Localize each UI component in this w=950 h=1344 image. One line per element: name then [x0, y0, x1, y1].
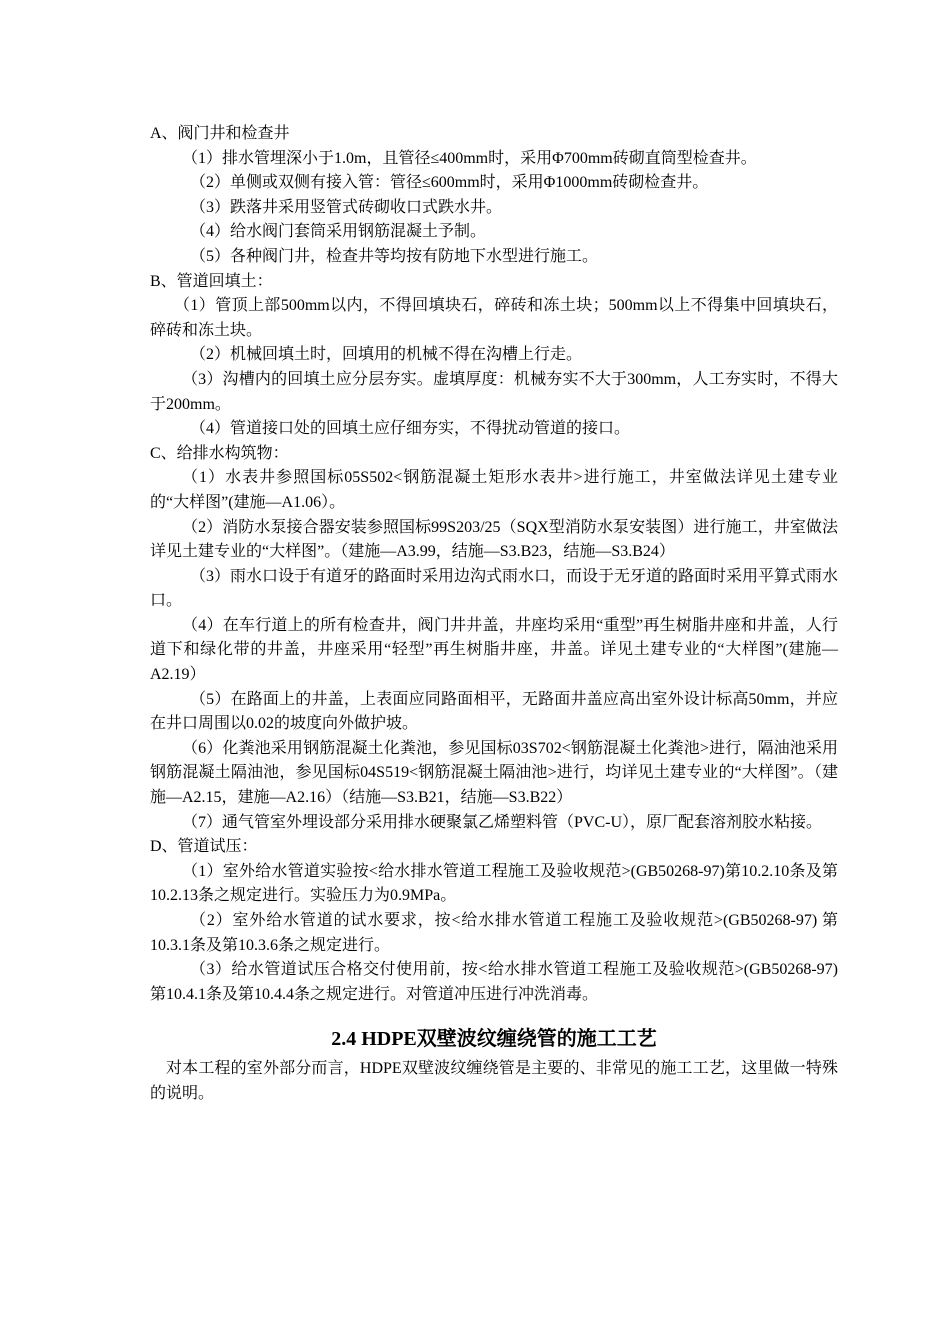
- section-a-item-1: （1）排水管埋深小于1.0m，且管径≤400mm时，采用Φ700mm砖砌直筒型检查井。: [182, 149, 757, 167]
- section-a-item-3: （3）跌落井采用竖管式砖砌收口式跌水井。: [190, 198, 503, 216]
- section-d-item-3: （3）给水管道试压合格交付使用前，按<给水排水管道工程施工及验收规范>(GB50268-97)第10.4.1条及第10.4.4条之规定进行。对管道冲压进行冲洗消毒。: [150, 961, 838, 1003]
- intro-paragraph: 对本工程的室外部分而言，HDPE双壁波纹缠绕管是主要的、非常见的施工工艺，这里做一特殊的说明。: [150, 1060, 838, 1102]
- section-d-item-2: （2）室外给水管道的试水要求，按<给水排水管道工程施工及验收规范>(GB50268-97) 第10.3.1条及第10.3.6条之规定进行。: [150, 912, 838, 954]
- section-c-item-6: （6）化粪池采用钢筋混凝土化粪池，参见国标03S702<钢筋混凝土化粪池>进行，隔油池采用钢筋混凝土隔油池，参见国标04S519<钢筋混凝土隔油池>进行，均详见土建专业的“大样图”。（建施—A2.15，建施—A2.16）（结施—S3.B21，结施—S3.B22）: [150, 739, 838, 807]
- section-a-item-2: （2）单侧或双侧有接入管：管径≤600mm时，采用Φ1000mm砖砌检查井。: [190, 174, 709, 192]
- section-b-item-1: （1）管顶上部500mm以内，不得回填块石，碎砖和冻土块；500mm以上不得集中回填块石，碎砖和冻土块。: [150, 297, 838, 339]
- section-a-heading: A、阀门井和检查井: [150, 125, 290, 142]
- section-a-item-5: （5）各种阀门井，检查井等均按有防地下水型进行施工。: [190, 247, 599, 265]
- section-c-item-4: （4）在车行道上的所有检查井，阀门井井盖，井座均采用“重型”再生树脂井座和井盖，人行道下和绿化带的井盖，井座采用“轻型”再生树脂井座，井盖。详见土建专业的“大样图”(建施—A2.19）: [150, 616, 838, 684]
- section-b-item-3: （3）沟槽内的回填土应分层夯实。虚填厚度：机械夯实不大于300mm，人工夯实时，不得大于200mm。: [150, 370, 838, 413]
- section-c-item-7: （7）通气管室外埋设部分采用排水硬聚氯乙烯塑料管（PVC-U），原厂配套溶剂胶水粘接。: [182, 813, 823, 831]
- section-c-item-2: （2）消防水泵接合器安装参照国标99S203/25（SQX型消防水泵安装图）进行施工，井室做法详见土建专业的“大样图”。（建施—A3.99，结施—S3.B23，结施—S3.B24）: [150, 518, 838, 561]
- section-c-heading: C、给排水构筑物：: [150, 444, 289, 462]
- section-b-heading: B、管道回填土：: [150, 272, 273, 290]
- section-a-item-4: （4）给水阀门套筒采用钢筋混凝土予制。: [190, 223, 487, 241]
- document-page: [150, 122, 838, 1107]
- section-c-item-1: （1）水表井参照国标05S502<钢筋混凝土矩形水表井>进行施工，井室做法详见土建专业的“大样图”(建施—A1.06）。: [150, 469, 838, 511]
- section-title: 2.4 HDPE双壁波纹缠绕管的施工工艺: [331, 1028, 657, 1051]
- section-c-item-5: （5）在路面上的井盖，上表面应同路面相平，无路面井盖应高出室外设计标高50mm，并应在井口周围以0.02的坡度向外做护坡。: [150, 690, 838, 733]
- section-d-item-1: （1）室外给水管道实验按<给水排水管道工程施工及验收规范>(GB50268-97)第10.2.10条及第10.2.13条之规定进行。实验压力为0.9MPa。: [150, 862, 838, 905]
- section-d-heading: D、管道试压：: [150, 838, 258, 856]
- section-c-item-3: （3）雨水口设于有道牙的路面时采用边沟式雨水口，而设于无牙道的路面时采用平算式雨水口。: [150, 567, 839, 610]
- section-b-item-2: （2）机械回填土时，回填用的机械不得在沟槽上行走。: [190, 346, 583, 364]
- section-b-item-4: （4）管道接口处的回填土应仔细夯实，不得扰动管道的接口。: [190, 420, 631, 438]
